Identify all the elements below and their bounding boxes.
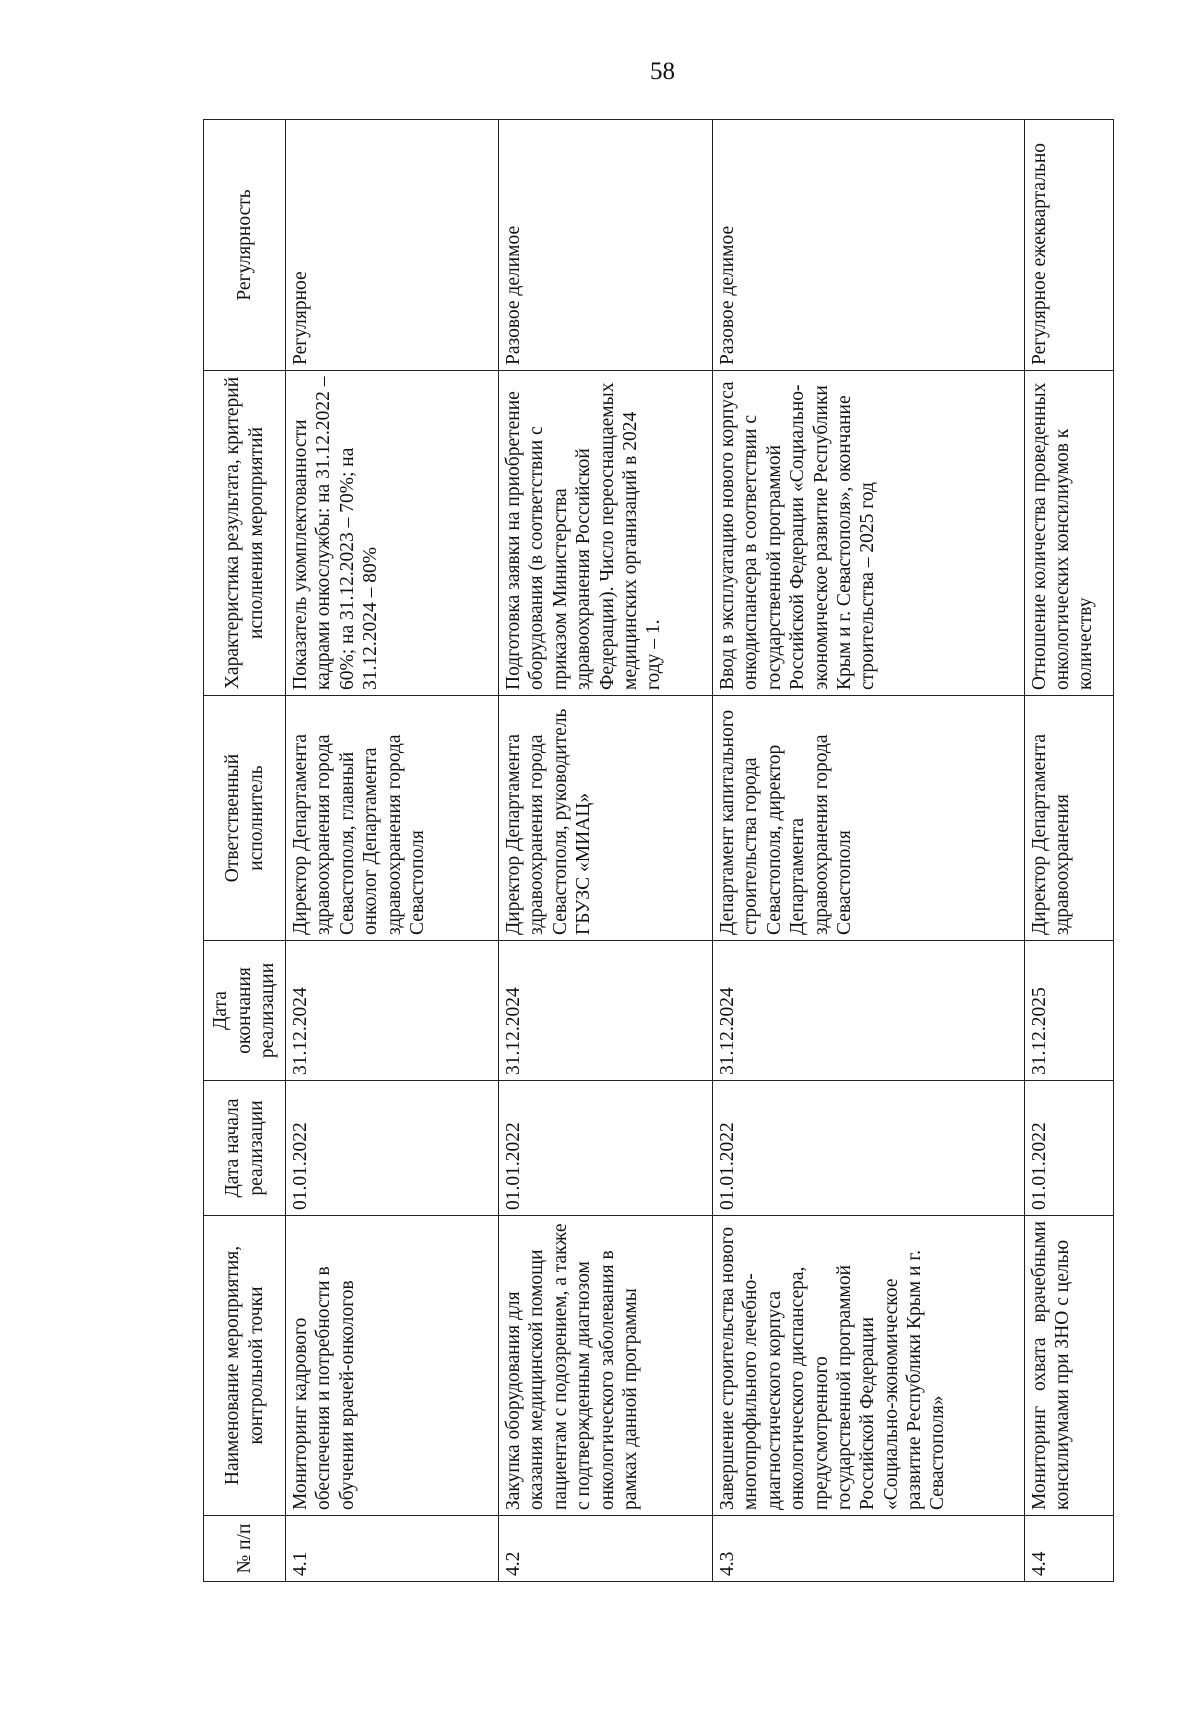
row-regularity: Регулярное ежеквартально (1024, 120, 1113, 371)
row-name: Мониторинг охвата врачебными консилиумами при ЗНО с целью (1024, 1216, 1113, 1516)
header-executor: Ответственный исполнитель (204, 696, 286, 941)
table-row (286, 120, 499, 1582)
table-row (498, 120, 712, 1582)
header-regularity: Регулярность (204, 120, 286, 371)
row-name: Завершение строительства нового многопрофильного лечебно-диагностического корпуса онкологического диспансера, предусмотренного государственной программой Российской Федерации «Социально-экономическое развитие Республики Крым и г. Севастополя» (712, 1216, 1024, 1516)
row-num: 4.3 (712, 1516, 1024, 1582)
row-start: 01.01.2022 (498, 1081, 712, 1216)
table-row (712, 120, 1024, 1582)
header-num: № п/п (204, 1516, 286, 1582)
row-end: 31.12.2025 (1024, 941, 1113, 1081)
header-row (204, 120, 286, 1582)
row-regularity: Разовое делимое (712, 120, 1024, 371)
row-result: Отношение количества проведенных онкологических консилиумов к количеству (1024, 371, 1113, 696)
row-result: Ввод в эксплуатацию нового корпуса онкодиспансера в соответствии с государственной программой Российской Федерации «Социально-экономическое развитие Республики Крым и г. Севастополя», окончание строительства – 2025 год (712, 371, 1024, 696)
row-result: Показатель укомплектованности кадрами онкослужбы: на 31.12.2022 – 60%; на 31.12.2023 – 70%; на 31.12.2024 – 80% (286, 371, 499, 696)
row-executor: Департамент капитального строительства города Севастополя, директор Департамента здравоохранения города Севастополя (712, 696, 1024, 941)
row-name: Мониторинг кадрового обеспечения и потребности в обучении врачей-онкологов (286, 1216, 499, 1516)
header-result: Характеристика результата, критерий исполнения мероприятий (204, 371, 286, 696)
row-name: Закупка оборудования для оказания медицинской помощи пациентам с подозрением, а также с подтвержденным диагнозом онкологического заболевания в рамках данной программы (498, 1216, 712, 1516)
header-end: Дата окончания реализации (204, 941, 286, 1081)
row-executor: Директор Департамента здравоохранения (1024, 696, 1113, 941)
row-num: 4.2 (498, 1516, 712, 1582)
table-row (1024, 120, 1113, 1582)
row-executor: Директор Департамента здравоохранения города Севастополя, руководитель ГБУЗС «МИАЦ» (498, 696, 712, 941)
header-start: Дата начала реализации (204, 1081, 286, 1216)
page-number: 58 (650, 58, 675, 85)
row-end: 31.12.2024 (712, 941, 1024, 1081)
row-start: 01.01.2022 (712, 1081, 1024, 1216)
row-result: Подготовка заявки на приобретение оборудования (в соответствии с приказом Министерства здравоохранения Российской Федерации). Число переоснащаемых медицинских организаций в 2024 году – 1. (498, 371, 712, 696)
row-executor: Директор Департамента здравоохранения города Севастополя, главный онколог Департамента здравоохранения города Севастополя (286, 696, 499, 941)
row-num: 4.4 (1024, 1516, 1113, 1582)
header-name: Наименование мероприятия, контрольной точки (204, 1216, 286, 1516)
row-num: 4.1 (286, 1516, 499, 1582)
row-end: 31.12.2024 (286, 941, 499, 1081)
row-start: 01.01.2022 (286, 1081, 499, 1216)
row-end: 31.12.2024 (498, 941, 712, 1081)
row-regularity: Разовое делимое (498, 120, 712, 371)
row-regularity: Регулярное (286, 120, 499, 371)
rotated-table-container (203, 120, 1114, 1582)
row-start: 01.01.2022 (1024, 1081, 1113, 1216)
events-table (203, 119, 1114, 1582)
